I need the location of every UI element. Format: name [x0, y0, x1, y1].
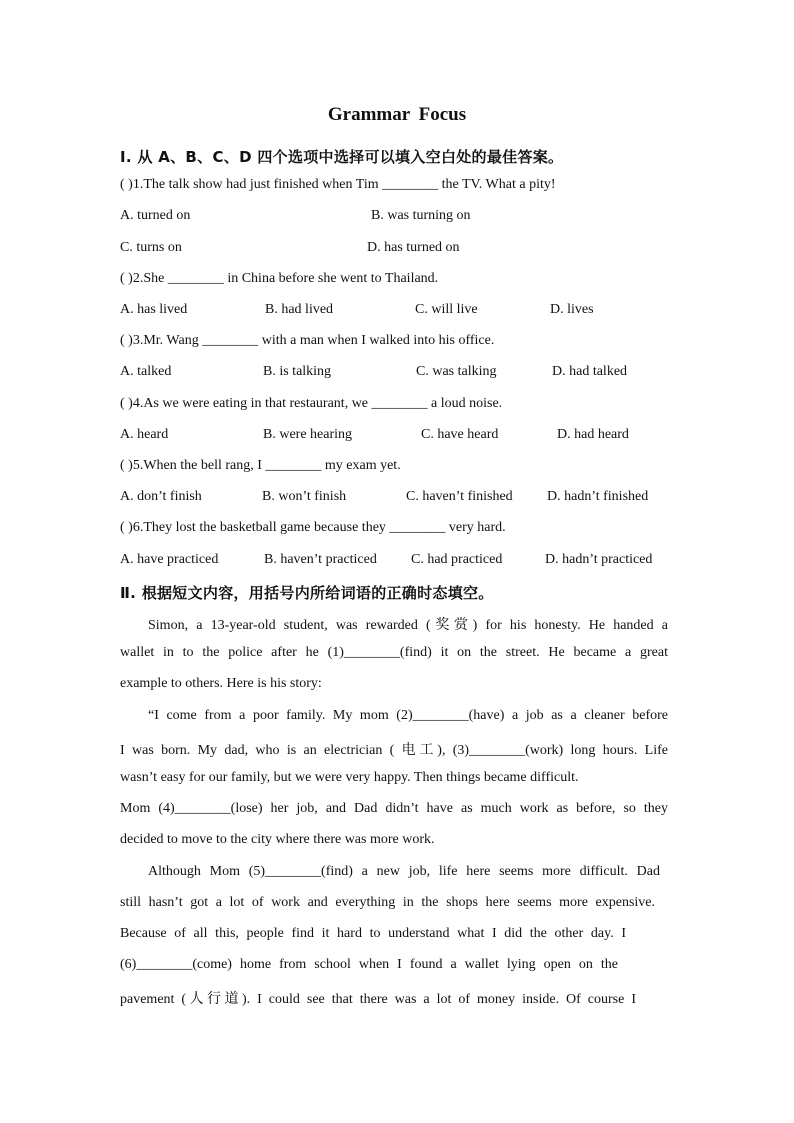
passage-line: “I come from a poor family. My mom (2)________(have) a job as a cleaner before [148, 708, 668, 723]
question-3-option-b: B. is talking [263, 364, 332, 379]
question-2-stem: ( )2.She ________ in China before she went to Thailand. [120, 271, 439, 286]
passage-line: decided to move to the city where there was more work. [120, 832, 435, 847]
passage-line: still hasn’t got a lot of work and everything in the shops here seems more expensive. [120, 895, 655, 910]
question-6-option-c: C. had practiced [411, 552, 503, 567]
question-5-option-a: A. don’t finish [120, 489, 202, 504]
question-4-stem: ( )4.As we were eating in that restaurant, we ________ a loud noise. [120, 396, 503, 411]
question-4-option-c: C. have heard [421, 427, 499, 442]
question-3-option-a: A. talked [120, 364, 172, 379]
question-1-option-a: A. turned on [120, 208, 191, 223]
passage-line: Although Mom (5)________(find) a new job, life here seems more difficult. Dad [148, 864, 660, 879]
question-4-option-b: B. were hearing [263, 427, 353, 442]
question-2-option-d: D. lives [550, 302, 594, 317]
passage-line: Simon, a 13-year-old student, was rewarded (奖赏) for his honesty. He handed a [148, 618, 668, 633]
question-1-option-b: B. was turning on [371, 208, 471, 223]
page-title: Grammar Focus [327, 104, 467, 125]
passage-line: Because of all this, people find it hard to understand what I did the other day. I [120, 926, 626, 941]
question-1-stem: ( )1.The talk show had just finished when Tim ________ the TV. What a pity! [120, 177, 556, 192]
question-3-option-c: C. was talking [416, 364, 497, 379]
question-2-option-b: B. had lived [265, 302, 334, 317]
passage-line: wallet in to the police after he (1)________(find) it on the street. He became a great [120, 645, 668, 660]
question-1-option-d: D. has turned on [367, 240, 460, 255]
passage-line: wasn’t easy for our family, but we were very happy. Then things became difficult. [120, 770, 579, 785]
question-4-option-d: D. had heard [557, 427, 629, 442]
question-6-option-b: B. haven’t practiced [264, 552, 377, 567]
question-3-stem: ( )3.Mr. Wang ________ with a man when I walked into his office. [120, 333, 495, 348]
question-6-option-d: D. hadn’t practiced [545, 552, 653, 567]
passage-line: example to others. Here is his story: [120, 676, 322, 691]
question-5-option-d: D. hadn’t finished [547, 489, 649, 504]
question-4-option-a: A. heard [120, 427, 169, 442]
question-5-option-b: B. won’t finish [262, 489, 347, 504]
question-2-option-a: A. has lived [120, 302, 188, 317]
question-6-stem: ( )6.They lost the basketball game because they ________ very hard. [120, 520, 506, 535]
section-1-heading: Ⅰ. 从 A、B、C、D 四个选项中选择可以填入空白处的最佳答案。 [120, 148, 564, 166]
question-5-option-c: C. haven’t finished [406, 489, 513, 504]
passage-line: (6)________(come) home from school when I found a wallet lying open on the [120, 957, 618, 972]
section-2-heading: Ⅱ. 根据短文内容，用括号内所给词语的正确时态填空。 [120, 584, 494, 602]
passage-line: Mom (4)________(lose) her job, and Dad didn’t have as much work as before, so they [120, 801, 668, 816]
question-5-stem: ( )5.When the bell rang, I ________ my exam yet. [120, 458, 401, 473]
question-1-option-c: C. turns on [120, 240, 182, 255]
passage-line: pavement (人行道). I could see that there was a lot of money inside. Of course I [120, 992, 636, 1007]
question-3-option-d: D. had talked [552, 364, 628, 379]
question-2-option-c: C. will live [415, 302, 478, 317]
passage-line: I was born. My dad, who is an electrician ( 电工), (3)________(work) long hours. Life [120, 743, 668, 758]
question-6-option-a: A. have practiced [120, 552, 219, 567]
